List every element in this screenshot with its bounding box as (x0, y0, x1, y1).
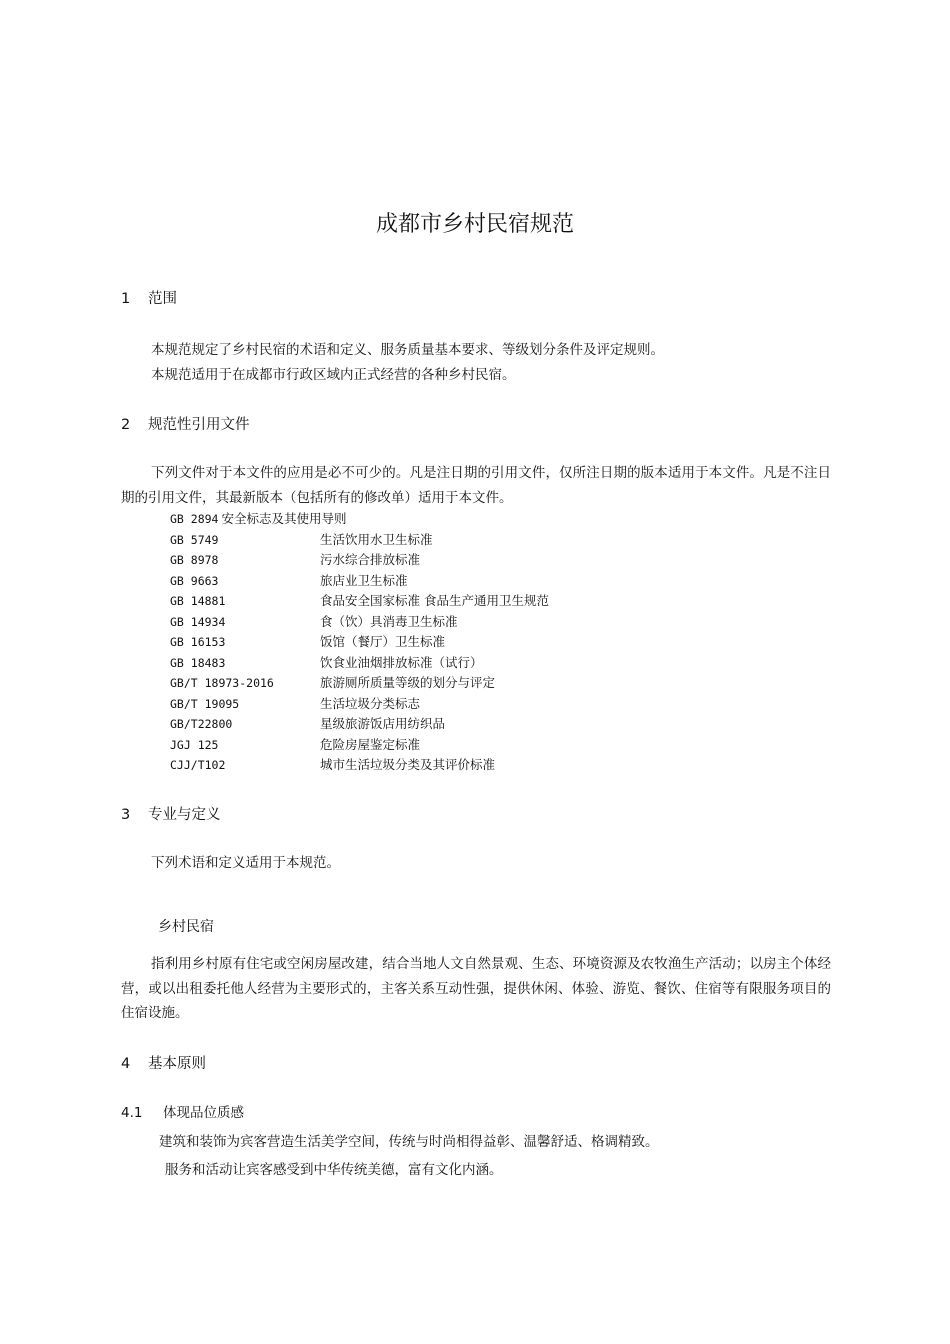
reference-item (170, 571, 408, 591)
section-number: 1 (121, 291, 131, 307)
section-1-heading (121, 289, 177, 309)
reference-name: 旅店业卫生标准 (320, 572, 408, 588)
reference-code: GB 16153 (170, 635, 226, 649)
section-number: 3 (121, 807, 131, 823)
reference-code: GB/T22800 (170, 717, 233, 731)
reference-name: 生活垃圾分类标志 (320, 695, 421, 711)
section-number: 2 (121, 417, 131, 433)
reference-item (170, 673, 495, 693)
section-3-heading (121, 805, 221, 825)
section-title: 基本原则 (148, 1056, 206, 1072)
reference-code: GB 8978 (170, 553, 219, 567)
reference-item (170, 653, 483, 673)
section-title: 专业与定义 (148, 807, 221, 823)
term-definition: 指利用乡村原有住宅或空闲房屋改建，结合当地人文自然景观、生态、环境资源及农牧渔生产活动；以房主个体经营，或以出租委托他人经营为主要形式的，主客关系互动性强，提供休闲、体验、游览、餐饮、住宿等有限服务项目的住宿设施。 (121, 956, 831, 1021)
reference-code: GB 5749 (170, 532, 219, 547)
paragraph: 下列文件对于本文件的应用是必不可少的。凡是注日期的引用文件，仅所注日期的版本适用于本文件。凡是不注日期的引用文件，其最新版本（包括所有的修改单）适用于本文件。 (121, 465, 831, 506)
reference-item (170, 735, 420, 755)
reference-item (170, 509, 346, 529)
subsection-4-1-heading (121, 1103, 244, 1123)
reference-name: 星级旅游饭店用纺织品 (320, 716, 446, 731)
document-title: 成都市乡村民宿规范 (375, 212, 574, 237)
reference-item (170, 632, 445, 652)
reference-code: JGJ 125 (170, 737, 219, 752)
reference-name: 饮食业油烟排放标准（试行） (320, 654, 483, 670)
subsection-title: 体现品位质感 (163, 1105, 244, 1121)
reference-code: GB 2894 (170, 512, 219, 526)
reference-name: 城市生活垃圾分类及其评价标准 (320, 757, 496, 772)
reference-item (170, 714, 445, 734)
paragraph: 服务和活动让宾客感受到中华传统美德，富有文化内涵。 (165, 1162, 503, 1178)
reference-name: 危险房屋鉴定标准 (320, 736, 421, 752)
section-2-heading (121, 415, 250, 435)
paragraph: 本规范适用于在成都市行政区域内正式经营的各种乡村民宿。 (151, 367, 516, 383)
reference-code: GB/T 18973-2016 (170, 676, 274, 690)
term-heading: 乡村民宿 (158, 919, 214, 935)
reference-name: 食品安全国家标准 食品生产通用卫生规范 (320, 593, 549, 608)
reference-code: GB 14881 (170, 594, 226, 608)
reference-code: CJJ/T102 (170, 758, 226, 772)
section-title: 范围 (148, 291, 177, 307)
section-number: 4 (121, 1056, 131, 1072)
reference-code: GB 14934 (170, 614, 226, 629)
reference-item (170, 694, 420, 714)
paragraph: 本规范规定了乡村民宿的术语和定义、服务质量基本要求、等级划分条件及评定规则。 (151, 342, 664, 358)
reference-name: 旅游厕所质量等级的划分与评定 (320, 675, 496, 690)
paragraph: 下列术语和定义适用于本规范。 (151, 855, 340, 871)
reference-item (170, 530, 433, 550)
section-4-heading (121, 1054, 206, 1074)
reference-name: 安全标志及其使用导则 (221, 511, 347, 526)
paragraph: 建筑和装饰为宾客营造生活美学空间，传统与时尚相得益彰、温馨舒适、格调精致。 (159, 1134, 659, 1150)
reference-name: 生活饮用水卫生标准 (320, 531, 433, 547)
reference-code: GB 9663 (170, 573, 219, 588)
subsection-number: 4.1 (121, 1105, 143, 1121)
reference-code: GB/T 19095 (170, 696, 240, 711)
reference-name: 食（饮）具消毒卫生标准 (320, 613, 458, 629)
reference-code: GB 18483 (170, 655, 226, 670)
reference-item (170, 755, 495, 775)
reference-item (170, 550, 420, 570)
reference-item (170, 612, 458, 632)
section-title: 规范性引用文件 (148, 417, 250, 433)
reference-item (170, 591, 549, 611)
reference-name: 饭馆（餐厅）卫生标准 (320, 634, 446, 649)
reference-name: 污水综合排放标准 (320, 552, 421, 567)
